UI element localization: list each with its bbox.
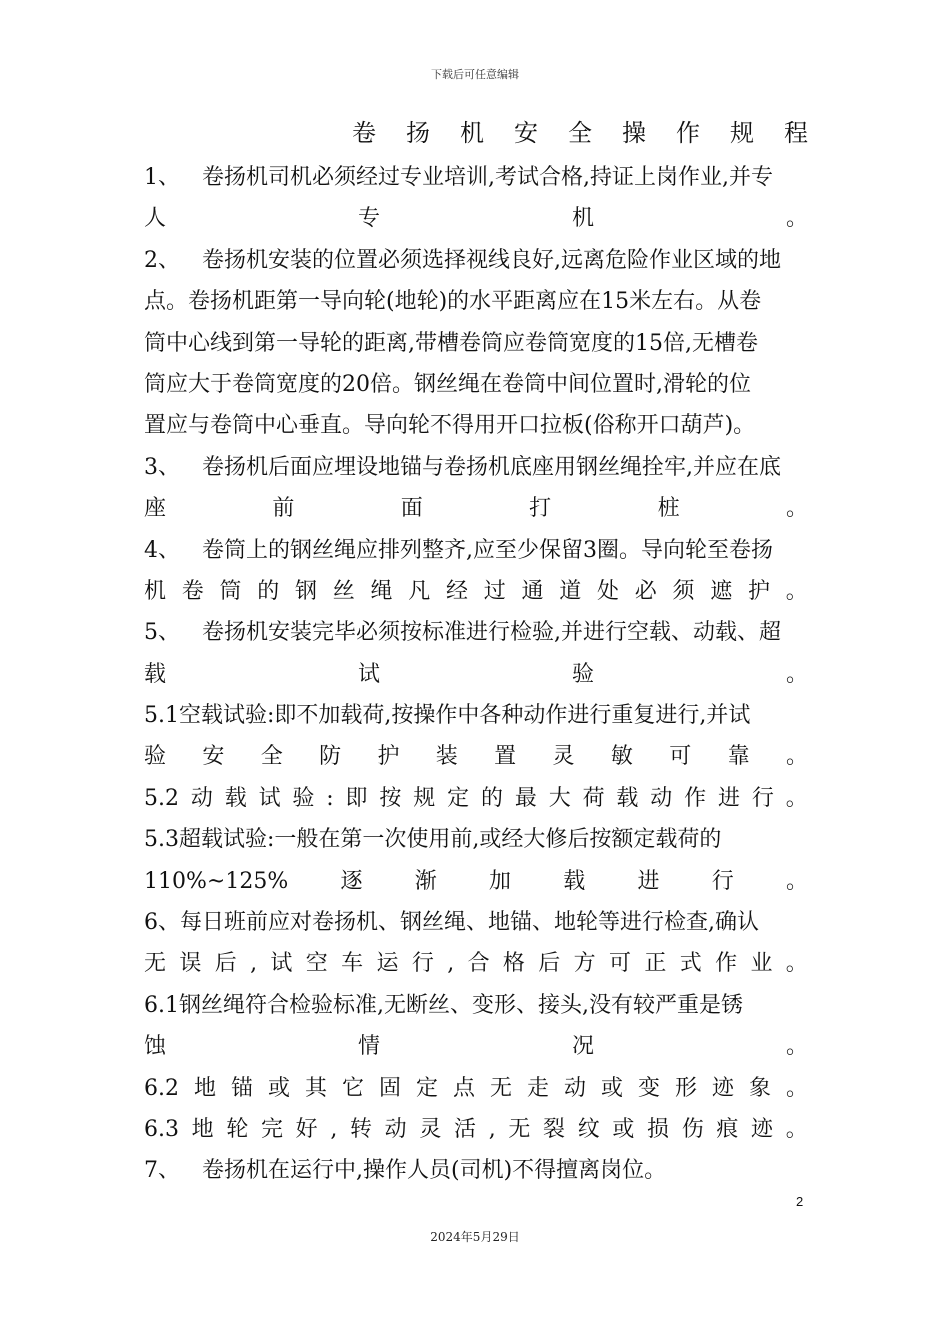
text-segment: 4、 <box>144 537 180 563</box>
text-segment: 渐 <box>414 868 437 894</box>
text-segment: 。 <box>785 661 808 687</box>
text-segment: 置应与卷筒中心垂直。导向轮不得用开口拉板(俗称开口葫芦)。 <box>144 413 756 439</box>
text-segment: 卷扬机司机必须经过专业培训,考试合格,持证上岗作业,并专 <box>202 165 773 190</box>
text-line <box>144 1068 808 1109</box>
text-segment: 运 <box>376 951 399 977</box>
text-segment: 试 <box>357 661 380 687</box>
text-segment: 试 <box>270 951 293 977</box>
text-segment: 。 <box>785 868 808 894</box>
text-segment: 面 <box>400 496 423 522</box>
text-segment: 轮 <box>226 1116 249 1142</box>
text-segment: 卷 <box>181 578 204 604</box>
text-segment: 地 <box>191 1116 214 1142</box>
text-segment: 载 <box>224 785 247 811</box>
number-gap <box>180 240 202 281</box>
text-segment: 地 <box>193 1075 216 1101</box>
document-title <box>352 116 808 150</box>
text-segment: 的 <box>257 578 280 604</box>
text-segment: 3、 <box>144 454 180 480</box>
text-segment: 定 <box>447 785 470 811</box>
text-segment: 卷扬机安装的位置必须选择视线良好,远离危险作业区域的地 <box>202 247 781 273</box>
text-segment: 转 <box>350 1116 373 1142</box>
text-segment: 5、 <box>144 620 180 646</box>
text-segment: 可 <box>609 951 632 977</box>
text-line <box>144 654 808 695</box>
text-segment: 前 <box>272 496 295 522</box>
text-segment: 象 <box>748 1075 771 1101</box>
text-segment: 行 <box>711 868 734 894</box>
text-line <box>144 985 808 1026</box>
text-segment: 7、 <box>144 1158 180 1184</box>
text-segment: 变 <box>637 1075 660 1101</box>
title-char: 安 <box>514 119 538 147</box>
text-segment: 装 <box>435 744 458 770</box>
text-segment: 最 <box>514 785 537 811</box>
text-segment: 6.2 <box>144 1075 179 1101</box>
text-line <box>144 695 808 736</box>
text-segment: 或 <box>267 1075 290 1101</box>
text-segment: 无 <box>144 951 167 977</box>
text-segment: 1、 <box>144 165 180 190</box>
text-segment: 人 <box>144 206 167 232</box>
text-segment: 5.2 <box>144 785 179 811</box>
text-segment: 业 <box>750 951 773 977</box>
text-segment: 痕 <box>716 1116 739 1142</box>
text-segment: 载 <box>616 785 639 811</box>
title-char: 操 <box>622 119 646 147</box>
text-segment: 卷扬机后面应埋设地锚与卷扬机底座用钢丝绳拴牢,并应在底 <box>202 454 781 480</box>
text-segment: 行 <box>411 951 434 977</box>
text-segment: 车 <box>341 951 364 977</box>
text-segment: 固 <box>378 1075 401 1101</box>
text-segment: 机 <box>144 578 167 604</box>
text-segment: 加 <box>488 868 511 894</box>
text-segment: 载 <box>563 868 586 894</box>
title-char: 程 <box>784 119 808 147</box>
text-segment: 试 <box>258 785 281 811</box>
text-segment: 式 <box>679 951 702 977</box>
text-segment: 方 <box>573 951 596 977</box>
text-segment: 后 <box>538 951 561 977</box>
text-segment: 活 <box>454 1116 477 1142</box>
text-segment: 无 <box>508 1116 531 1142</box>
text-segment: 过 <box>483 578 506 604</box>
text-line <box>144 736 808 777</box>
text-segment: 形 <box>674 1075 697 1101</box>
text-line <box>144 198 808 239</box>
text-line <box>144 364 808 405</box>
text-segment: 空 <box>305 951 328 977</box>
text-segment: 大 <box>548 785 571 811</box>
text-segment: 绳 <box>370 578 393 604</box>
text-line <box>144 157 808 198</box>
number-gap <box>180 157 202 198</box>
text-segment: 裂 <box>543 1116 566 1142</box>
text-segment: 处 <box>597 578 620 604</box>
text-segment: 靠 <box>727 744 750 770</box>
text-segment: 敏 <box>610 744 633 770</box>
title-char: 机 <box>460 119 484 147</box>
text-segment: 情 <box>357 1034 380 1060</box>
document-body <box>144 157 808 1192</box>
text-line <box>144 281 808 322</box>
title-char: 规 <box>730 119 754 147</box>
text-segment: 动 <box>563 1075 586 1101</box>
text-segment: 须 <box>672 578 695 604</box>
text-segment: 即 <box>345 785 368 811</box>
text-segment: 况 <box>571 1034 594 1060</box>
text-segment: 锚 <box>230 1075 253 1101</box>
text-segment: 钢 <box>295 578 318 604</box>
text-segment: 置 <box>494 744 517 770</box>
text-segment: 验 <box>292 785 315 811</box>
text-segment: 损 <box>647 1116 670 1142</box>
text-segment: 卷筒上的钢丝绳应排列整齐,应至少保留3圈。导向轮至卷扬 <box>202 537 773 563</box>
text-segment: 凡 <box>408 578 431 604</box>
number-gap <box>180 530 202 571</box>
text-segment: 可 <box>669 744 692 770</box>
text-line <box>144 1150 808 1191</box>
page-header-note: 下载后可任意编辑 <box>431 68 519 81</box>
text-segment: 动 <box>190 785 213 811</box>
page-footer-date: 2024年5月29日 <box>430 1230 520 1244</box>
text-segment: 后 <box>214 951 237 977</box>
text-segment: 按 <box>379 785 402 811</box>
text-segment: 误 <box>179 951 202 977</box>
text-segment: 合 <box>467 951 490 977</box>
text-segment: 验 <box>571 661 594 687</box>
text-line <box>144 447 808 488</box>
text-segment: 迹 <box>751 1116 774 1142</box>
text-line <box>144 612 808 653</box>
text-segment: 。 <box>785 206 808 232</box>
text-segment: , <box>447 951 455 977</box>
text-segment: 作 <box>684 785 707 811</box>
text-segment: 筒中心线到第一导轮的距离,带槽卷筒应卷筒宽度的15倍,无槽卷 <box>144 330 758 356</box>
text-segment: 纹 <box>577 1116 600 1142</box>
number-gap <box>180 612 202 653</box>
text-segment: 迹 <box>711 1075 734 1101</box>
text-line <box>144 778 808 819</box>
text-segment: 6.3 <box>144 1116 179 1142</box>
text-segment: 点。卷扬机距第一导向轮(地轮)的水平距离应在15米左右。从卷 <box>144 289 762 315</box>
text-segment: 验 <box>144 744 167 770</box>
text-segment: 机 <box>571 206 594 232</box>
text-segment: 完 <box>261 1116 284 1142</box>
text-segment: 筒 <box>219 578 242 604</box>
text-segment: 的 <box>480 785 503 811</box>
text-segment: 全 <box>260 744 283 770</box>
text-line <box>144 488 808 529</box>
text-segment: 。 <box>785 578 808 604</box>
text-segment: 其 <box>304 1075 327 1101</box>
text-segment: : <box>326 785 334 811</box>
text-segment: 5.1空载试验:即不加载荷,按操作中各种动作进行重复进行,并试 <box>144 703 751 729</box>
text-segment: 正 <box>644 951 667 977</box>
text-segment: 灵 <box>419 1116 442 1142</box>
text-segment: , <box>488 1116 496 1142</box>
text-segment: 或 <box>600 1075 623 1101</box>
text-segment: 专 <box>357 206 380 232</box>
text-line <box>144 571 808 612</box>
text-segment: 作 <box>715 951 738 977</box>
text-segment: 110%~125% <box>144 868 289 894</box>
text-segment: , <box>330 1116 338 1142</box>
text-segment: 走 <box>526 1075 549 1101</box>
text-segment: 通 <box>521 578 544 604</box>
text-segment: 。 <box>785 785 808 811</box>
text-line <box>144 861 808 902</box>
text-segment: 点 <box>452 1075 475 1101</box>
text-segment: 规 <box>413 785 436 811</box>
page-number: 2 <box>796 1194 804 1209</box>
text-segment: 5.3超载试验:一般在第一次使用前,或经大修后按额定载荷的 <box>144 827 722 853</box>
number-gap <box>180 1150 202 1191</box>
text-segment: 必 <box>634 578 657 604</box>
text-segment: 道 <box>559 578 582 604</box>
text-segment: 灵 <box>552 744 575 770</box>
text-line <box>144 530 808 571</box>
text-segment: 。 <box>785 496 808 522</box>
text-line <box>144 819 808 860</box>
text-segment: 2、 <box>144 247 180 273</box>
title-char: 作 <box>676 119 700 147</box>
text-line <box>144 902 808 943</box>
text-segment: 6、每日班前应对卷扬机、钢丝绳、地锚、地轮等进行检查,确认 <box>144 910 759 936</box>
text-line <box>144 943 808 984</box>
text-segment: 6.1钢丝绳符合检验标准,无断丝、变形、接头,没有较严重是锈 <box>144 992 743 1018</box>
text-segment: 行 <box>751 785 774 811</box>
text-segment: 。 <box>785 1075 808 1101</box>
text-segment: 桩 <box>657 496 680 522</box>
text-segment: 好 <box>295 1116 318 1142</box>
text-segment: 经 <box>446 578 469 604</box>
text-segment: 筒应大于卷筒宽度的20倍。钢丝绳在卷筒中间位置时,滑轮的位 <box>144 371 751 397</box>
text-segment: 护 <box>377 744 400 770</box>
title-char: 全 <box>568 119 592 147</box>
text-segment: 遮 <box>710 578 733 604</box>
text-line <box>144 323 808 364</box>
text-segment: 。 <box>785 1116 808 1142</box>
text-segment: 进 <box>637 868 660 894</box>
text-segment: 动 <box>650 785 673 811</box>
text-segment: 安 <box>202 744 225 770</box>
text-segment: 无 <box>489 1075 512 1101</box>
text-segment: 格 <box>502 951 525 977</box>
text-segment: 定 <box>415 1075 438 1101</box>
text-segment: 伤 <box>681 1116 704 1142</box>
text-line <box>144 405 808 446</box>
text-segment: 护 <box>748 578 771 604</box>
text-segment: 座 <box>144 496 167 522</box>
text-segment: 蚀 <box>144 1034 167 1060</box>
text-segment: 。 <box>785 951 808 977</box>
text-segment: 进 <box>718 785 741 811</box>
text-segment: 卷扬机安装完毕必须按标准进行检验,并进行空载、动载、超 <box>202 620 781 646</box>
text-line <box>144 1109 808 1150</box>
text-segment: 载 <box>144 661 167 687</box>
text-segment: 或 <box>612 1116 635 1142</box>
text-segment: 丝 <box>332 578 355 604</box>
title-char: 卷 <box>352 119 376 147</box>
text-line <box>144 240 808 281</box>
text-segment: 卷扬机在运行中,操作人员(司机)不得擅离岗位。 <box>202 1158 667 1184</box>
number-gap <box>180 447 202 488</box>
text-segment: 打 <box>529 496 552 522</box>
text-segment: 逐 <box>340 868 363 894</box>
text-segment: 。 <box>785 1034 808 1060</box>
text-segment: , <box>250 951 258 977</box>
text-segment: 它 <box>341 1075 364 1101</box>
text-segment: 动 <box>384 1116 407 1142</box>
text-segment: 。 <box>785 744 808 770</box>
title-char: 扬 <box>406 119 430 147</box>
text-segment: 荷 <box>582 785 605 811</box>
text-line <box>144 1026 808 1067</box>
text-segment: 防 <box>319 744 342 770</box>
